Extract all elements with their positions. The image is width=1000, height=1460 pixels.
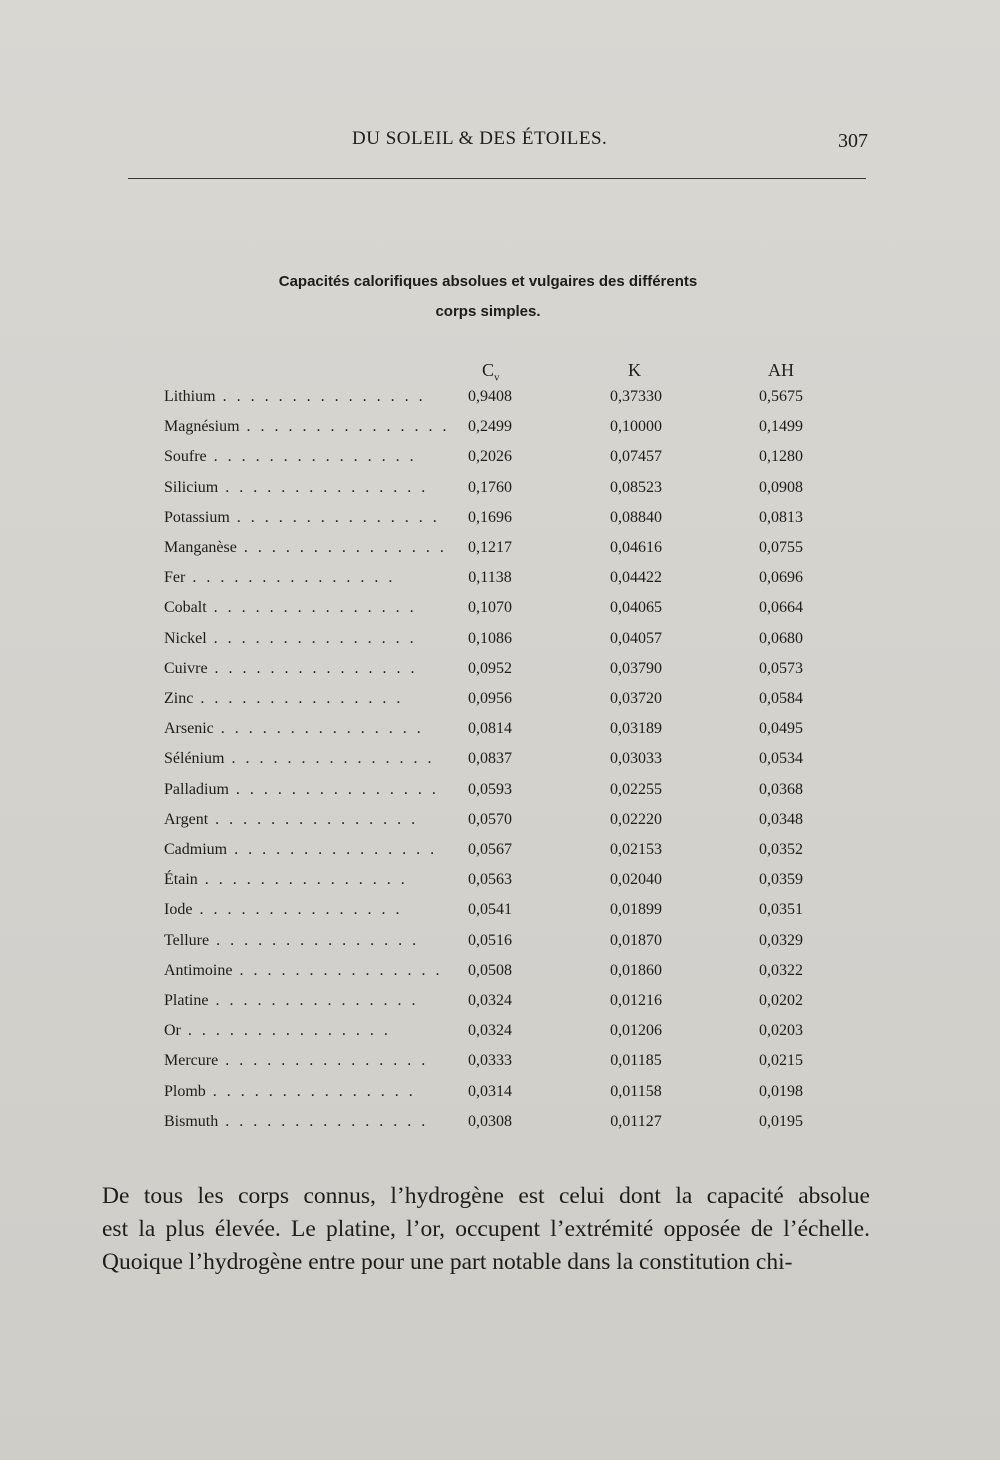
- element-name: [164, 418, 450, 436]
- cv-value: 0,0314: [468, 1082, 512, 1100]
- k-value: 0,01206: [610, 1022, 662, 1040]
- k-value: 0,04422: [610, 569, 662, 587]
- column-header-cv-text: $C_v$: [482, 360, 500, 384]
- element-name-text: Magnésium: [164, 418, 240, 436]
- table-row: [0, 811, 1000, 841]
- column-header-k: K: [628, 360, 641, 380]
- ah-value: 0,1280: [759, 448, 803, 466]
- table-row: [0, 781, 1000, 811]
- ah-value: 0,0351: [759, 901, 803, 919]
- k-value: 0,01216: [610, 992, 662, 1009]
- ah-value: 0,0495: [759, 720, 803, 738]
- leader-dots: . . . . . . . . . . . . . . .: [236, 539, 447, 556]
- column-header-ah: AH: [768, 360, 794, 380]
- element-name: [164, 539, 447, 557]
- ah-value: 0,0359: [759, 871, 803, 889]
- leader-dots: . . . . . . . . . . . . . . .: [180, 1022, 391, 1040]
- leader-dots: . . . . . . . . . . . . . . .: [208, 810, 419, 828]
- leader-dots: . . . . . . . . . . . . . . .: [239, 418, 450, 436]
- element-name: [164, 629, 417, 648]
- element-name: [164, 871, 408, 889]
- leader-dots: . . . . . . . . . . . . . . .: [192, 901, 403, 919]
- column-header-cv: [482, 360, 500, 384]
- running-header: DU SOLEIL & DES ÉTOILES.: [352, 128, 608, 149]
- ah-value: 0,0584: [759, 690, 803, 707]
- cv-value: 0,1760: [468, 478, 512, 496]
- k-value: 0,04057: [610, 629, 662, 647]
- element-name: [164, 720, 424, 738]
- cv-value: 0,0593: [468, 780, 512, 798]
- cv-value: 0,1138: [468, 569, 512, 587]
- leader-dots: . . . . . . . . . . . . . . .: [218, 478, 429, 496]
- element-name: [164, 508, 440, 527]
- k-value: 0,03189: [610, 720, 662, 738]
- ah-value: 0,0680: [759, 629, 803, 647]
- cv-value: 0,1217: [468, 539, 512, 556]
- table-row: [0, 841, 1000, 871]
- table-row: [0, 932, 1000, 962]
- cv-value: 0,1086: [468, 629, 512, 647]
- element-name: [164, 810, 419, 829]
- table-row: [0, 690, 1000, 720]
- cv-value: 0,0324: [468, 1022, 512, 1040]
- ah-value: 0,0329: [759, 931, 803, 949]
- cv-value: 0,0541: [468, 901, 512, 919]
- element-name-text: Cobalt: [164, 599, 207, 617]
- leader-dots: . . . . . . . . . . . . . . .: [206, 629, 417, 647]
- element-name-text: Argent: [164, 810, 209, 828]
- header-rule: [128, 178, 866, 179]
- body-paragraph: [102, 1180, 870, 1279]
- cv-value: 0,0324: [468, 992, 512, 1009]
- cv-value: 0,1696: [468, 508, 512, 526]
- table-row: [0, 1052, 1000, 1082]
- table-row: [0, 509, 1000, 539]
- element-name: [164, 901, 403, 919]
- element-name-text: Zinc: [164, 690, 194, 707]
- table-row: [0, 962, 1000, 992]
- leader-dots: . . . . . . . . . . . . . . .: [229, 508, 440, 526]
- element-name: [164, 690, 404, 708]
- leader-dots: . . . . . . . . . . . . . . .: [206, 599, 417, 617]
- k-value: 0,01127: [610, 1112, 662, 1130]
- cv-value: 0,0516: [468, 931, 512, 949]
- table-row: [0, 1022, 1000, 1052]
- element-name: [164, 388, 426, 406]
- table-row: [0, 901, 1000, 931]
- body-line: Quoique l’hydrogène entre pour une part notable dans la constitution chi-: [102, 1249, 793, 1275]
- element-name: [164, 780, 439, 799]
- element-name-text: Palladium: [164, 780, 229, 798]
- element-name-text: Iode: [164, 901, 193, 919]
- cv-value: 0,0956: [468, 690, 512, 707]
- element-name-text: Manganèse: [164, 539, 237, 556]
- k-value: 0,03720: [610, 690, 662, 707]
- ah-value: 0,0202: [759, 992, 803, 1009]
- element-name: [164, 448, 417, 466]
- element-name: [164, 1052, 429, 1070]
- table-row: [0, 871, 1000, 901]
- leader-dots: . . . . . . . . . . . . . . .: [208, 992, 419, 1009]
- leader-dots: . . . . . . . . . . . . . . .: [205, 1082, 416, 1100]
- element-name-text: Arsenic: [164, 720, 214, 738]
- cv-value: 0,0508: [468, 961, 512, 979]
- table-row: [0, 630, 1000, 660]
- element-name-text: Fer: [164, 569, 186, 587]
- table-row: [0, 479, 1000, 509]
- element-name: [164, 478, 429, 497]
- k-value: 0,08523: [610, 478, 662, 496]
- cv-value: 0,0570: [468, 810, 512, 828]
- ah-value: 0,0322: [759, 961, 803, 979]
- cv-value: 0,0308: [468, 1112, 512, 1130]
- ah-value: 0,0203: [759, 1022, 803, 1040]
- cv-value: 0,0837: [468, 750, 512, 768]
- table-row: [0, 539, 1000, 569]
- k-value: 0,02040: [610, 871, 662, 889]
- leader-dots: . . . . . . . . . . . . . . .: [215, 388, 426, 405]
- element-name: [164, 1082, 416, 1101]
- leader-dots: . . . . . . . . . . . . . . .: [224, 750, 435, 768]
- table-row: [0, 448, 1000, 478]
- element-name: [164, 599, 417, 617]
- element-name-text: Bismuth: [164, 1112, 219, 1130]
- table-row: [0, 1083, 1000, 1113]
- element-name-text: Nickel: [164, 629, 207, 647]
- table-caption-line-1: Capacités calorifiques absolues et vulgaires des différents: [278, 273, 698, 290]
- cv-value: 0,0814: [468, 720, 512, 738]
- cv-value: 0,9408: [468, 388, 512, 405]
- body-line: De tous les corps connus, l’hydrogène est celui dont la capacité absolue: [102, 1183, 870, 1209]
- leader-dots: . . . . . . . . . . . . . . .: [206, 448, 417, 466]
- k-value: 0,04616: [610, 539, 662, 556]
- leader-dots: . . . . . . . . . . . . . . .: [218, 1112, 429, 1130]
- cv-value: 0,0567: [468, 841, 512, 858]
- table-caption-line-2: corps simples.: [435, 303, 541, 320]
- k-value: 0,02255: [610, 780, 662, 798]
- k-value: 0,37330: [610, 388, 662, 405]
- ah-value: 0,0348: [759, 810, 803, 828]
- element-name: [164, 659, 418, 678]
- cv-value: 0,0563: [468, 871, 512, 889]
- cv-value: 0,2499: [468, 418, 512, 436]
- element-name-text: Mercure: [164, 1052, 219, 1070]
- ah-value: 0,0908: [759, 478, 803, 496]
- table-row: [0, 720, 1000, 750]
- k-value: 0,04065: [610, 599, 662, 617]
- k-value: 0,01899: [610, 901, 662, 919]
- ah-value: 0,1499: [759, 418, 803, 436]
- ah-value: 0,0664: [759, 599, 803, 617]
- ah-value: 0,5675: [759, 388, 803, 405]
- element-name-text: Étain: [164, 871, 198, 889]
- k-value: 0,08840: [610, 508, 662, 526]
- k-value: 0,01158: [610, 1082, 662, 1100]
- element-name-text: Platine: [164, 992, 209, 1009]
- ah-value: 0,0198: [759, 1082, 803, 1100]
- ah-value: 0,0368: [759, 780, 803, 798]
- leader-dots: . . . . . . . . . . . . . . .: [207, 659, 418, 677]
- element-name-text: Cuivre: [164, 659, 208, 677]
- element-name-text: Plomb: [164, 1082, 206, 1100]
- ah-value: 0,0215: [759, 1052, 803, 1070]
- leader-dots: . . . . . . . . . . . . . . .: [218, 1052, 429, 1070]
- k-value: 0,03033: [610, 750, 662, 768]
- leader-dots: . . . . . . . . . . . . . . .: [228, 780, 439, 798]
- element-name-text: Soufre: [164, 448, 207, 466]
- element-name-text: Lithium: [164, 388, 216, 405]
- table-row: [0, 418, 1000, 448]
- k-value: 0,07457: [610, 448, 662, 466]
- ah-value: 0,0352: [759, 841, 803, 858]
- k-value: 0,10000: [610, 418, 662, 436]
- table-row: [0, 1113, 1000, 1143]
- element-name-text: Sélénium: [164, 750, 225, 768]
- ah-value: 0,0534: [759, 750, 803, 768]
- element-name: [164, 961, 443, 980]
- leader-dots: . . . . . . . . . . . . . . .: [227, 841, 438, 858]
- element-name-text: Antimoine: [164, 961, 233, 979]
- element-name: [164, 569, 396, 587]
- cv-value: 0,0333: [468, 1052, 512, 1070]
- k-value: 0,03790: [610, 659, 662, 677]
- table-row: [0, 388, 1000, 418]
- table-row: [0, 992, 1000, 1022]
- table-row: [0, 750, 1000, 780]
- leader-dots: . . . . . . . . . . . . . . .: [193, 690, 404, 707]
- body-line: est la plus élevée. Le platine, l’or, occupent l’extrémité opposée de l’échelle.: [102, 1216, 870, 1242]
- page-number: 307: [838, 130, 868, 152]
- element-name: [164, 1112, 429, 1131]
- ah-value: 0,0573: [759, 659, 803, 677]
- leader-dots: . . . . . . . . . . . . . . .: [185, 569, 396, 587]
- leader-dots: . . . . . . . . . . . . . . .: [197, 871, 408, 889]
- element-name: [164, 931, 420, 950]
- cv-value: 0,0952: [468, 659, 512, 677]
- ah-value: 0,0195: [759, 1112, 803, 1130]
- ah-value: 0,0696: [759, 569, 803, 587]
- table-row: [0, 660, 1000, 690]
- k-value: 0,01185: [610, 1052, 662, 1070]
- element-name-text: Tellure: [164, 931, 210, 949]
- leader-dots: . . . . . . . . . . . . . . .: [232, 961, 443, 979]
- k-value: 0,01870: [610, 931, 662, 949]
- element-name-text: Or: [164, 1022, 181, 1040]
- cv-value: 0,2026: [468, 448, 512, 466]
- table-row: [0, 569, 1000, 599]
- table-row: [0, 599, 1000, 629]
- leader-dots: . . . . . . . . . . . . . . .: [213, 720, 424, 738]
- cv-value: 0,1070: [468, 599, 512, 617]
- element-name-text: Cadmium: [164, 841, 228, 858]
- element-name-text: Potassium: [164, 508, 230, 526]
- element-name: [164, 841, 438, 859]
- ah-value: 0,0755: [759, 539, 803, 556]
- k-value: 0,02220: [610, 810, 662, 828]
- element-name: [164, 750, 435, 768]
- ah-value: 0,0813: [759, 508, 803, 526]
- element-name: [164, 1022, 391, 1040]
- k-value: 0,01860: [610, 961, 662, 979]
- element-name: [164, 992, 419, 1010]
- element-name-text: Silicium: [164, 478, 219, 496]
- leader-dots: . . . . . . . . . . . . . . .: [209, 931, 420, 949]
- k-value: 0,02153: [610, 841, 662, 858]
